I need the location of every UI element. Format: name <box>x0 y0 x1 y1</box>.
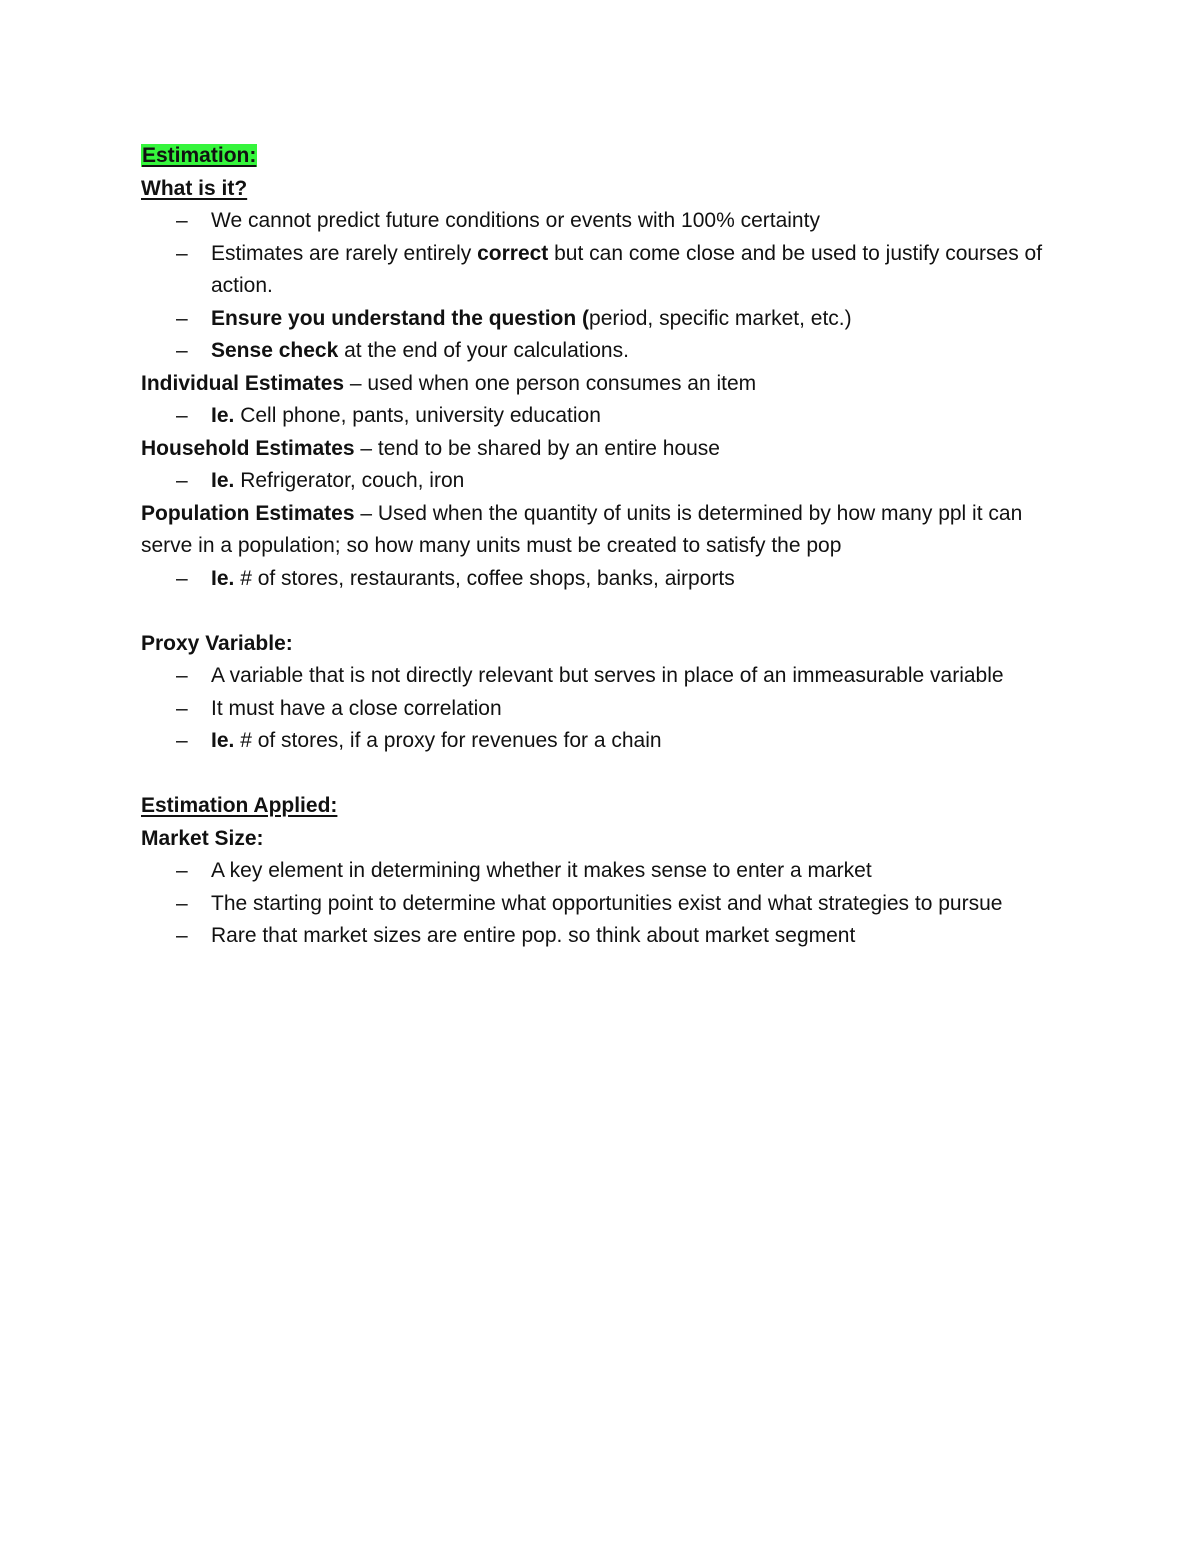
dash-bullet: – <box>176 209 188 232</box>
subheading-market-size: Market Size: <box>141 826 264 850</box>
list-item: – Rare that market sizes are entire pop. so think about market segment <box>141 920 1061 953</box>
list-item: – Ensure you understand the question (period, specific market, etc.) <box>141 303 1061 336</box>
individual-estimates: Individual Estimates – used when one person consumes an item <box>141 371 757 395</box>
dash-bullet: – <box>176 566 188 590</box>
dash-bullet: – <box>176 924 188 947</box>
list-item: – Ie. # of stores, restaurants, coffee shops, banks, airports <box>141 563 1061 596</box>
list-item: – Ie. # of stores, if a proxy for revenues for a chain <box>141 725 1061 758</box>
spacer <box>141 595 1061 628</box>
list-item: – It must have a close correlation <box>141 693 1061 726</box>
list-item: – Ie. Refrigerator, couch, iron <box>141 465 1061 498</box>
dash-bullet: – <box>176 339 188 362</box>
spacer <box>141 758 1061 791</box>
list-item: – Ie. Cell phone, pants, university education <box>141 400 1061 433</box>
list-item: – We cannot predict future conditions or events with 100% certainty <box>141 205 1061 238</box>
section-title-applied: Estimation Applied: <box>141 794 338 817</box>
dash-bullet: – <box>176 859 188 882</box>
dash-bullet: – <box>176 404 188 427</box>
subheading-what-is-it: What is it? <box>141 176 248 200</box>
dash-bullet: – <box>176 306 188 330</box>
document-body <box>141 140 1061 953</box>
population-estimates: Population Estimates – Used when the quantity of units is determined by how many ppl it can serve in a population; so how many units must be created to satisfy the pop <box>141 501 1023 557</box>
dash-bullet: – <box>176 664 188 687</box>
dash-bullet: – <box>176 891 188 915</box>
section-title-proxy: Proxy Variable: <box>141 631 293 655</box>
list-item: – Estimates are rarely entirely correct but can come close and be used to justify courses of action. <box>141 238 1061 303</box>
section-title-estimation <box>141 140 1061 173</box>
household-estimates: Household Estimates – tend to be shared by an entire house <box>141 436 720 460</box>
dash-bullet: – <box>176 696 188 720</box>
list-item: – The starting point to determine what opportunities exist and what strategies to pursue <box>141 888 1061 921</box>
list-item: – Sense check at the end of your calculations. <box>141 335 1061 368</box>
highlighted-title: Estimation: <box>142 144 257 167</box>
dash-bullet: – <box>176 469 188 492</box>
dash-bullet: – <box>176 729 188 752</box>
list-item: – A key element in determining whether it makes sense to enter a market <box>141 855 1061 888</box>
dash-bullet: – <box>176 241 188 265</box>
list-item: – A variable that is not directly relevant but serves in place of an immeasurable variable <box>141 660 1061 693</box>
